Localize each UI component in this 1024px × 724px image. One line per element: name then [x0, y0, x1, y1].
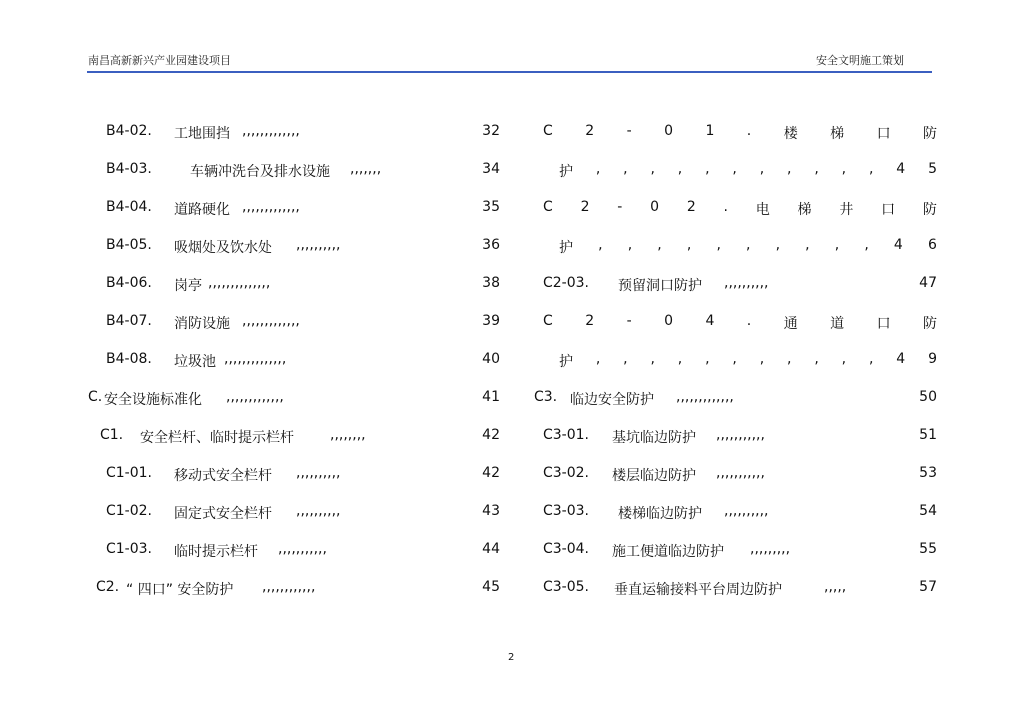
char: 护 [559, 354, 573, 370]
entry-page: 51 [919, 427, 937, 443]
entry-page: 42 [482, 427, 500, 443]
char: - [626, 123, 632, 139]
entry-title: “ 四口” 安全防护 [126, 582, 234, 598]
entry-leader: ,,,,,,,,,,,, [262, 579, 316, 595]
entry-code: B4-08. [106, 351, 152, 367]
char: , [814, 351, 819, 367]
char: , [627, 237, 633, 253]
char: , [834, 237, 840, 253]
entry-code: B4-03. [106, 161, 152, 177]
char: 梯 [797, 202, 812, 218]
entry-page: 50 [919, 389, 937, 405]
char: , [623, 351, 628, 367]
char: - [617, 199, 623, 215]
entry-page: 35 [482, 199, 500, 215]
entry-title: 消防设施 [174, 316, 230, 332]
entry-page: 53 [919, 465, 937, 481]
entry-page: 57 [919, 579, 937, 595]
char: , [677, 351, 683, 367]
entry-code: B4-02. [106, 123, 152, 139]
char: , [864, 237, 869, 253]
char: , [868, 351, 874, 367]
entry-leader: ,,,,,,,,,,,,,, [208, 275, 271, 291]
entry-leader: ,,,,,,,,,, [296, 465, 341, 481]
char: , [841, 161, 847, 177]
char: , [705, 351, 710, 367]
char: 4 [896, 351, 906, 367]
char: 2 [580, 199, 590, 215]
entry-code: C3-02. [543, 465, 589, 481]
char: , [841, 351, 847, 367]
entry-code: C2. [96, 579, 120, 595]
char: 4 [896, 161, 906, 177]
char: , [732, 161, 737, 177]
entry-page: 45 [482, 579, 500, 595]
entry-leader: ,,,,,,,,,,,,, [242, 123, 300, 139]
char: 防 [923, 126, 937, 142]
entry-title: 岗亭 [174, 278, 202, 294]
entry-title: 车辆冲洗台及排水设施 [190, 164, 330, 180]
page-number: 2 [508, 652, 515, 663]
entry-code: B4-07. [106, 313, 152, 329]
entry-line-2 [559, 351, 937, 371]
entry-line-2 [559, 161, 937, 181]
char: 护 [559, 164, 573, 180]
char: , [677, 161, 683, 177]
header-doc-title: 安全文明施工策划 [816, 54, 904, 67]
char: 2 [585, 123, 595, 139]
entry-title: 楼层临边防护 [612, 468, 696, 484]
char: , [598, 237, 603, 253]
header-project: 南昌高新新兴产业园建设项目 [88, 54, 231, 67]
entry-leader: ,,,,,,, [350, 161, 382, 177]
char: 2 [585, 313, 595, 329]
entry-title: 预留洞口防护 [618, 278, 702, 294]
entry-page: 40 [482, 351, 500, 367]
entry-line-1 [543, 199, 937, 219]
char: 通 [783, 316, 798, 332]
char: . [746, 123, 752, 139]
char: , [759, 351, 765, 367]
entry-title: 固定式安全栏杆 [174, 506, 272, 522]
entry-code: C3-01. [543, 427, 589, 443]
char: 0 [664, 123, 673, 139]
char: . [746, 313, 752, 329]
char: C [543, 199, 553, 215]
char: C [543, 123, 553, 139]
entry-code: C3-03. [543, 503, 589, 519]
entry-title: 工地围挡 [174, 126, 230, 142]
entry-title: 楼梯临边防护 [618, 506, 702, 522]
char: , [650, 351, 655, 367]
char: 口 [876, 126, 891, 142]
char: , [787, 161, 792, 177]
entry-title: 垃圾池 [174, 354, 216, 370]
char: , [814, 161, 819, 177]
char: 9 [928, 351, 937, 367]
entry-page: 54 [919, 503, 937, 519]
entry-page: 44 [482, 541, 500, 557]
entry-page: 38 [482, 275, 500, 291]
entry-code: C1-03. [106, 541, 152, 557]
char: 梯 [830, 126, 845, 142]
entry-code: C3-04. [543, 541, 589, 557]
entry-page: 34 [482, 161, 500, 177]
char: 0 [650, 199, 660, 215]
entry-leader: ,,,,,,,,,, [724, 503, 769, 519]
char: 口 [876, 316, 891, 332]
char: C [543, 313, 553, 329]
entry-leader: ,,,,,,,,,,,,, [676, 389, 734, 405]
entry-title: 垂直运输接料平台周边防护 [614, 582, 782, 598]
entry-page: 32 [482, 123, 500, 139]
entry-leader: ,,,,,,,,,,, [716, 427, 765, 443]
char: , [732, 351, 737, 367]
char: 1 [705, 123, 715, 139]
char: , [868, 161, 874, 177]
entry-leader: ,,,,,,,, [330, 427, 366, 443]
char: 道 [830, 316, 845, 332]
char: 口 [881, 202, 896, 218]
entry-code: C3. [534, 389, 558, 405]
entry-page: 43 [482, 503, 500, 519]
entry-code: C3-05. [543, 579, 589, 595]
char: , [657, 237, 662, 253]
entry-leader: ,,,,,,,,,,,,, [226, 389, 284, 405]
entry-leader: ,,,,,,,,,,, [278, 541, 327, 557]
char: , [716, 237, 721, 253]
entry-line-1 [543, 313, 937, 333]
char: , [746, 237, 751, 253]
entry-leader: ,,,,,,,,,,,,, [242, 313, 300, 329]
char: 4 [893, 237, 903, 253]
char: 电 [755, 202, 770, 218]
char: 4 [705, 313, 715, 329]
entry-title: 吸烟处及饮水处 [174, 240, 272, 256]
entry-code: B4-04. [106, 199, 152, 215]
char: , [775, 237, 781, 253]
entry-leader: ,,,,,,,,,, [296, 237, 341, 253]
entry-page: 39 [482, 313, 500, 329]
entry-leader: ,,,,,,,,,,,,,, [224, 351, 287, 367]
char: , [623, 161, 628, 177]
entry-page: 36 [482, 237, 500, 253]
entry-title: 施工便道临边防护 [612, 544, 724, 560]
entry-title: 道路硬化 [174, 202, 230, 218]
entry-title: 安全设施标准化 [104, 392, 202, 408]
char: 5 [928, 161, 937, 177]
entry-title: 安全栏杆、临时提示栏杆 [140, 430, 294, 446]
char: , [759, 161, 765, 177]
entry-title: 临边安全防护 [570, 392, 654, 408]
char: , [705, 161, 710, 177]
char: 0 [664, 313, 673, 329]
entry-code: C1. [100, 427, 124, 443]
char: 护 [559, 240, 573, 256]
entry-code: B4-05. [106, 237, 152, 253]
entry-page: 42 [482, 465, 500, 481]
entry-leader: ,,,,, [824, 579, 847, 595]
entry-code: C1-01. [106, 465, 152, 481]
char: - [626, 313, 632, 329]
char: 防 [923, 316, 937, 332]
char: , [787, 351, 792, 367]
entry-title: 临时提示栏杆 [174, 544, 258, 560]
entry-line-2 [559, 237, 937, 257]
entry-leader: ,,,,,,,,,,, [716, 465, 765, 481]
header-rule [87, 71, 932, 73]
char: , [595, 351, 601, 367]
entry-leader: ,,,,,,,,,, [296, 503, 341, 519]
entry-leader: ,,,,,,,,, [750, 541, 791, 557]
entry-code: C1-02. [106, 503, 152, 519]
char: 井 [839, 202, 854, 218]
entry-page: 47 [919, 275, 937, 291]
entry-title: 移动式安全栏杆 [174, 468, 272, 484]
char: 防 [922, 202, 937, 218]
char: , [805, 237, 810, 253]
char: . [723, 199, 728, 215]
entry-page: 41 [482, 389, 500, 405]
entry-code: B4-06. [106, 275, 152, 291]
char: , [595, 161, 601, 177]
entry-code: C. [88, 389, 103, 405]
char: 2 [686, 199, 696, 215]
char: , [686, 237, 692, 253]
entry-code: C2-03. [543, 275, 589, 291]
char: 楼 [783, 126, 798, 142]
char: 6 [927, 237, 937, 253]
char: , [650, 161, 655, 177]
entry-page: 55 [919, 541, 937, 557]
entry-leader: ,,,,,,,,,, [724, 275, 769, 291]
entry-leader: ,,,,,,,,,,,,, [242, 199, 300, 215]
entry-line-1 [543, 123, 937, 143]
entry-title: 基坑临边防护 [612, 430, 696, 446]
